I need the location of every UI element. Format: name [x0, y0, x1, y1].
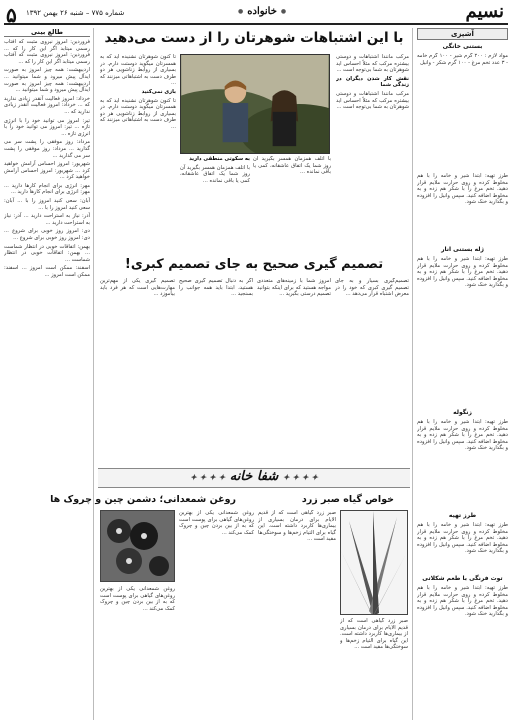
banner-title: شفا خانه [229, 469, 279, 484]
geranium-body: روغن شمعدانی یکی از بهترین روغن‌های گیاهی برای پوست است که به از بین بردن چین و چروک کمک می‌کند ... [179, 510, 254, 536]
couple-photo-illustration [181, 55, 329, 153]
main-article-col-mid-text: با اتلف همزمان همسر بگیرید آن روز شما یک اتفاق عاشقانه، کمی یا باقی نمانده ... [180, 164, 250, 184]
section-title: ● خانواده ● [234, 6, 290, 17]
horoscope-entry: مهر: انرژی برای انجام کارها دارید ... مهر: انرژی برای انجام کارها دارید ... [4, 182, 90, 196]
second-article-col-2-text: امروز شما با زمینه‌های متعددی مواجه هستید که برای اینکه بتوانید تصمیم درستی بگیرید ... [257, 278, 331, 298]
horoscope-entry: فروردین: امروز نیروی مثبت که آفتاب رسمی میتابد اگر این کار را که ... فروردین: امروز نیروی مثبت که آفتاب رسمی میتابد اگر این کار را که ... [4, 39, 90, 65]
second-article-col-3 [179, 278, 253, 464]
horoscope-entry: دی: امروز روز خوبی برای شروع ... دی: امروز روز خوبی برای شروع ... [4, 228, 90, 242]
geranium-illustration [100, 511, 174, 582]
recipe-title-2: ژله بستنی انار [441, 246, 484, 253]
geranium-flower-image [100, 510, 175, 582]
health-section-banner [98, 468, 410, 488]
main-article-col-3-text-2: مرکب مانندا اشتباهات و دوستی بیشتره مرکب که مثلاً احساس اید شوهرتان به شما بی‌توجه است ... [336, 90, 409, 111]
main-article-subhead-1: نقش کار شدن دیگران در زندگی شما [336, 75, 409, 89]
recipe-title-1: بستنی خانگی [442, 43, 483, 50]
second-article-col-1-text: تصمیم‌گیری بسیار و به جای تصمیم گیری کبری که خود را در معرض اشتباه قرار می‌دهد ... [335, 278, 409, 298]
banner-decoration-left: ✦ ✦ ✦ ✦ [190, 472, 226, 482]
horoscope-entry: مرداد: روز موفقی را پشت سر می گذارید ... مرداد: روز موفقی را پشت سر می گذارید ... [4, 139, 90, 159]
horoscope-entry: اردیبهشت: همه چیز امروز به صورت ایدآل پیش میرود و شما میتوانید ... اردیبهشت: همه چیز امروز به صورت ایدآل پیش میرود و شما میتوانید ... [4, 67, 90, 94]
horoscope-entry: آذر: نیاز به استراحت دارید ... آذر: نیاز به استراحت دارید ... [4, 213, 90, 226]
recipe-body-4: طرز تهیه: ابتدا شیر و خامه را با هم مخلوط کرده و روی حرارت ملایم قرار دهید. تخم مرغ را با شکر هم زده و به مخلوط اضافه کنید. سپس وانیل را افزوده و بگذارید خنک شود. [417, 522, 508, 555]
second-headline: تصمیم گیری صحیح به جای تصمیم کبری! [124, 257, 384, 272]
main-article-col-1 [100, 54, 176, 254]
recipe-body-2: طرز تهیه: ابتدا شیر و خامه را با هم مخلوط کرده و روی حرارت ملایم قرار دهید. تخم مرغ را با شکر هم زده و به مخلوط اضافه کنید. سپس وانیل را افزوده و بگذارید خنک شود. [417, 256, 508, 289]
horoscope-entry: خرداد: امروز فعالیت آنقدر زیادی ندارید که ... خرداد: امروز فعالیت آنقدر زیادی ندارید که ... [4, 95, 90, 115]
horoscope-entry: تیر: امروز می توانید خود را با انرژی تازه ... تیر: امروز می توانید خود را با انرژی تازه ... [4, 117, 90, 137]
geranium-text-col-2 [100, 586, 175, 715]
second-article-col-4-text: تصمیم گیری یکی از مهم‌ترین مهارت‌هایی است که هر فرد باید بیاموزد ... [100, 278, 175, 298]
horoscope-entry: بهمن: اتفاقات خوبی در انتظار شماست ... بهمن: اتفاقات خوبی در انتظار شماست ... [4, 243, 90, 263]
main-article-subhead-3: به سکوتی منطقی دارید [189, 156, 250, 162]
main-article-col-3-text: مرکب مانندا اشتباهات و دوستی بیشتره مرکب که مثلاً احساس اید شوهرتان به شما بی‌توجه است ... [336, 54, 409, 74]
main-article-col-1-text-2: تا کنون شوهرتان نشنیده اید که به همسرتان میگوید دوستت دارم. در بسیاری از روابط زناشویی هر دو طرف دست به اشتباهاتی میزنند که ... [100, 97, 176, 130]
geranium-headline: روغن شمعدانی؛ دشمن چین و چروک ها [50, 494, 236, 505]
main-article-subhead-2: بازی نمی‌کنید [141, 88, 176, 95]
main-article-col-3 [336, 54, 409, 254]
couple-photo [180, 54, 330, 154]
cooking-sidebar [412, 28, 508, 720]
aloe-text-col-1 [258, 510, 336, 715]
main-article-col-mid [180, 156, 250, 254]
recipe-body-3: طرز تهیه: ابتدا شیر و خامه را با هم مخلوط کرده و روی حرارت ملایم قرار دهید. تخم مرغ را با شکر هم زده و به مخلوط اضافه کنید. سپس وانیل را افزوده و بگذارید خنک شود. [417, 419, 508, 452]
aloe-body: صبر زرد گیاهی است که از قدیم الایام برای درمان بسیاری از بیماری‌ها کاربرد داشته است. این گیاه برای التیام زخم‌ها و سوختگی‌ها مفید است ... [258, 510, 336, 543]
aloe-text-col-2 [340, 618, 408, 715]
second-article-col-2 [257, 278, 331, 464]
horoscope-entry: آبان: سعی کنید امروز را با ... آبان: سعی کنید امروز را با ... [4, 198, 90, 211]
aloe-illustration [340, 511, 407, 615]
second-article-col-4 [100, 278, 175, 464]
recipe-title-4: طرز تهیه [448, 512, 477, 519]
aloe-body-2: صبر زرد گیاهی است که از قدیم الایام برای درمان بسیاری از بیماری‌ها کاربرد داشته است. این گیاه برای التیام زخم‌ها و سوختگی‌ها مفید است ... [340, 618, 408, 651]
horoscope-column [4, 28, 94, 720]
recipe-body-1: طرز تهیه: ابتدا شیر و خامه را با هم مخلوط کرده و روی حرارت ملایم قرار دهید. تخم مرغ را با شکر هم زده و به مخلوط اضافه کنید. سپس وانیل را افزوده و بگذارید خنک شود. [417, 173, 508, 206]
main-article-col-1-text: تا کنون شوهرتان نشنیده اید که به همسرتان میگوید دوستت دارم. در بسیاری از روابط زناشویی هر دو طرف دست به اشتباهاتی میزنند که ... [100, 54, 176, 87]
page-header [4, 3, 508, 25]
page-number: ۵ [6, 3, 17, 27]
main-headline: با این اشتباهات شوهرتان را از دست می‌دهید [104, 30, 404, 46]
second-article-col-1 [335, 278, 409, 464]
horoscope-title: طالع بینی [4, 28, 90, 37]
aloe-headline: خواص گیاه صبر زرد [301, 494, 394, 505]
recipe-body-5: طرز تهیه: ابتدا شیر و خامه را با هم مخلوط کرده و روی حرارت ملایم قرار دهید. تخم مرغ را با شکر هم زده و به مخلوط اضافه کنید. سپس وانیل را افزوده و بگذارید خنک شود. [417, 585, 508, 618]
horoscope-entry: اسفند: ممکن است امروز ... اسفند: ممکن است امروز ... [4, 265, 90, 278]
geranium-text-col-1 [179, 510, 254, 715]
second-article-col-3-text: اگر به دنبال تصمیم گیری صحیح هستید، ابتدا باید همه جوانب را بسنجید ... [179, 278, 253, 298]
main-article-col-2-text: با اتلف همزمان همسر بگیرید آن روز شما یک اتفاق عاشقانه، کمی یا باقی نمانده ... [253, 156, 331, 176]
geranium-body-2: روغن شمعدانی یکی از بهترین روغن‌های گیاهی برای پوست است که به از بین بردن چین و چروک کمک می‌کند ... [100, 586, 175, 612]
banner-decoration-right: ✦ ✦ ✦ ✦ [282, 472, 318, 482]
horoscope-entry: شهریور: امروز احساس آرامش خواهید کرد ... شهریور: امروز احساس آرامش خواهید کرد ... [4, 161, 90, 181]
horoscope-text [4, 39, 90, 719]
cooking-title: آشپزی [417, 28, 508, 40]
aloe-plant-image [340, 510, 408, 615]
issue-info: شماره ۷۷۵ – شنبه ۲۶ بهمن ۱۳۹۲ [26, 9, 125, 17]
main-article-col-2 [253, 156, 331, 254]
recipe-title-5: توت فرنگی با طعم شکلاتی [422, 575, 503, 582]
recipe-ingredients-1: مواد لازم : ۲۰۰ گرم شیر - ۱۰۰ گرم خامه - ۳ عدد تخم مرغ - ۱۰۰ گرم شکر - وانیل [417, 53, 508, 66]
newspaper-brand: نسیم [465, 1, 504, 22]
recipe-title-3: زنگوله [453, 409, 472, 416]
